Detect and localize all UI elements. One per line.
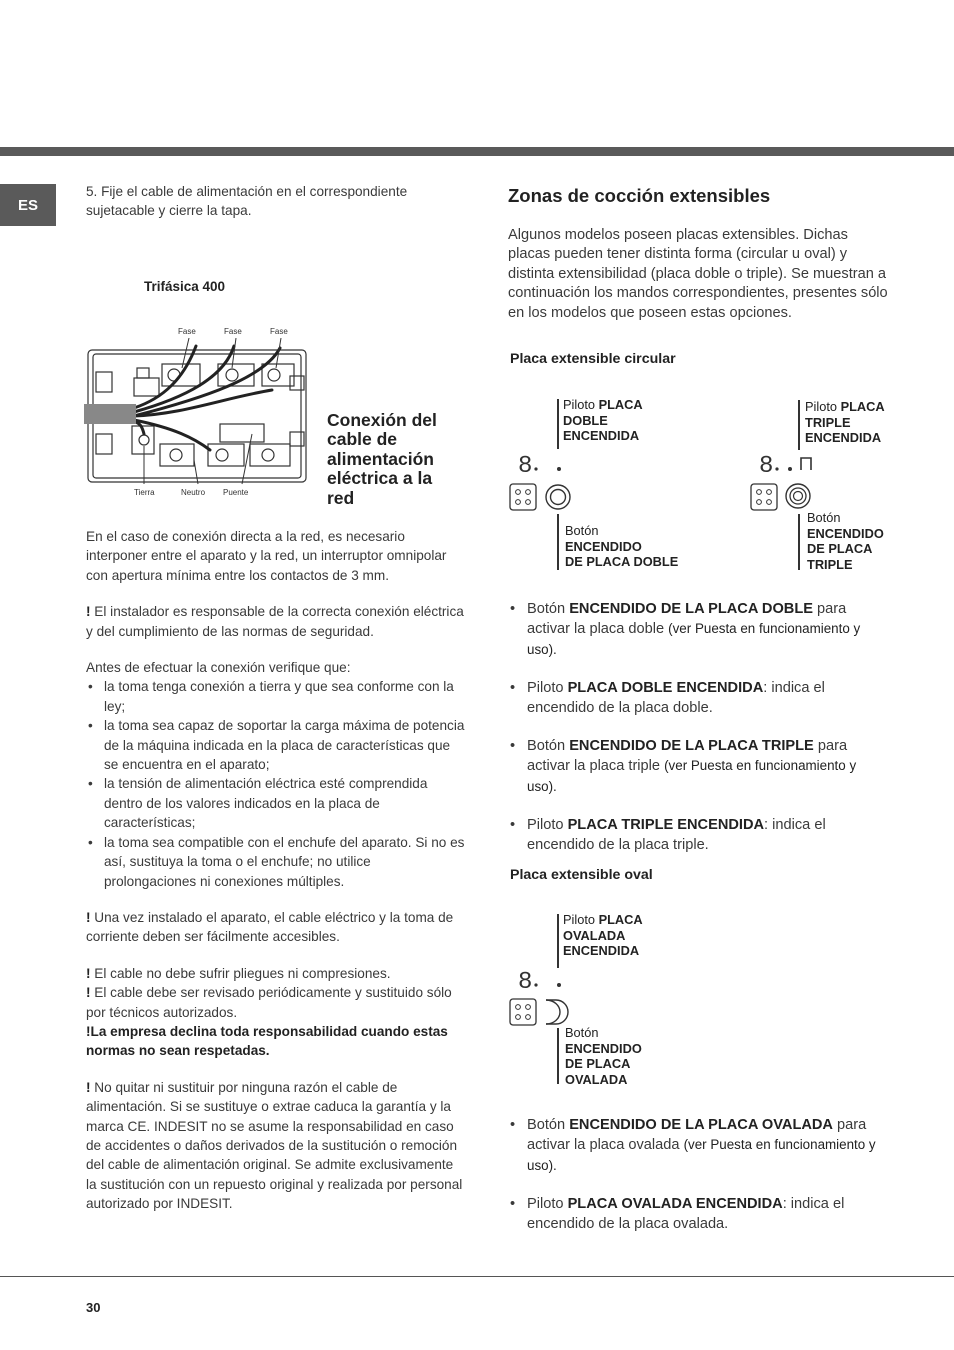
pointer-line [557, 514, 559, 570]
list-item: • Botón ENCENDIDO DE LA PLACA TRIPLE para activar la placa triple (ver Puesta en funcionamiento y uso). [509, 737, 889, 797]
list-item: • Piloto PLACA OVALADA ENCENDIDA: indica el encendido de la placa ovalada. [509, 1195, 889, 1234]
paragraph-installer: ! El instalador es responsable de la correcta conexión eléctrica y del cumplimiento de las normas de seguridad. [86, 604, 464, 639]
checklist [86, 677, 466, 890]
list-item: • la toma tenga conexión a tierra y que sea conforme con la ley; [86, 677, 466, 716]
list-item: • Botón ENCENDIDO DE LA PLACA OVALADA para activar la placa ovalada (ver Puesta en funcionamiento y uso). [509, 1116, 889, 1176]
paragraph-cable-replacement: ! No quitar ni sustituir por ninguna razón el cable de alimentación. Si se sustituye o extrae caduca la garantía y la marca CE. INDESIT no se asume la responsabilidad en caso de accidentes o daños derivados de la sustitución o remoción del cable de alimentación original. Se admite exclusivamente la sustitución con un repuesto original y realizada por personal autorizado por INDESIT. [86, 1079, 463, 1212]
list-item: • la tensión de alimentación eléctrica esté comprendida dentro de los valores indicados en la placa de características; [86, 774, 466, 832]
display-digit: 8 [518, 453, 533, 480]
pointer-line [557, 399, 559, 449]
section-title: Zonas de cocción extensibles [508, 185, 771, 206]
label-triple-button: Botón ENCENDIDO DE PLACA TRIPLE [807, 510, 884, 572]
oval-zone-controls [508, 964, 578, 1028]
paragraph-inspection: ! El cable debe ser revisado periódicamente y sustituido sólo por técnicos autorizados. [86, 985, 452, 1020]
paragraph-disclaimer: !La empresa declina toda responsabilidad cuando estas normas no sean respetadas. [86, 1023, 448, 1059]
circular-heading: Placa extensible circular [510, 351, 676, 367]
label-double-pilot: Piloto PLACA DOBLE ENCENDIDA [563, 397, 643, 444]
label-oval-pilot: Piloto PLACA OVALADA ENCENDIDA [563, 912, 643, 959]
list-item: • Botón ENCENDIDO DE LA PLACA DOBLE para activar la placa doble (ver Puesta en funcionamiento y uso). [509, 600, 889, 660]
pointer-line [557, 1028, 559, 1084]
terminal-block-diagram [84, 338, 310, 486]
label-triple-pilot: Piloto PLACA TRIPLE ENCENDIDA [805, 399, 885, 446]
left-body-text [86, 527, 466, 1214]
double-zone-controls [508, 448, 578, 514]
display-digit: 8 [518, 969, 533, 996]
paragraph-direct-connection: En el caso de conexión directa a la red, es necesario interponer entre el aparato y la red, un interruptor omnipolar con apertura mínima entre los contactos de 3 mm. [86, 529, 447, 583]
warning-mark: ! [86, 604, 91, 620]
label-puente: Puente [223, 488, 249, 497]
label-oval-button: Botón ENCENDIDO DE PLACA OVALADA [565, 1025, 642, 1087]
label-fase-1: Fase [178, 327, 196, 336]
oval-heading: Placa extensible oval [510, 867, 653, 883]
pointer-line [557, 914, 559, 968]
label-tierra: Tierra [134, 488, 155, 497]
list-item: • Piloto PLACA DOBLE ENCENDIDA: indica el encendido de la placa doble. [509, 679, 889, 718]
connection-heading: Conexión del cable de alimentación eléctrica a la red [327, 410, 437, 508]
paragraph-no-folds: ! El cable no debe sufrir pliegues ni compresiones. [86, 965, 391, 981]
triple-zone-controls [749, 448, 819, 514]
page-number: 30 [86, 1300, 101, 1315]
paragraph-checklist-intro: Antes de efectuar la conexión verifique que: [86, 660, 351, 676]
list-item: • Piloto PLACA TRIPLE ENCENDIDA: indica el encendido de la placa triple. [509, 816, 889, 855]
list-item: • la toma sea compatible con el enchufe del aparato. Si no es así, sustituya la toma o el enchufe; no utilice prolongaciones ni conexiones múltiples. [86, 833, 466, 891]
pointer-line [798, 514, 800, 570]
step-5-text: 5. Fije el cable de alimentación en el correspondiente sujetacable y cierre la tapa. [86, 184, 408, 219]
language-badge: ES [0, 184, 56, 226]
oval-bullets [509, 1116, 889, 1253]
label-fase-2: Fase [224, 327, 242, 336]
display-digit: 8 [759, 453, 774, 480]
label-fase-3: Fase [270, 327, 288, 336]
footer-rule [0, 1276, 954, 1277]
pointer-line [798, 400, 800, 450]
paragraph-accessible: ! Una vez instalado el aparato, el cable eléctrico y la toma de corriente deben ser fácilmente accesibles. [86, 909, 454, 945]
label-neutro: Neutro [181, 488, 206, 497]
section-intro: Algunos modelos poseen placas extensibles. Dichas placas pueden tener distinta forma (circular u oval) y distinta extensibilidad (placa doble o triple). Se muestran a continuación los mandos correspondientes, presentes sólo en los modelos que poseen estas opciones. [508, 227, 888, 321]
circular-bullets [509, 600, 889, 874]
label-double-button: Botón ENCENDIDO DE PLACA DOBLE [565, 523, 679, 570]
top-bar [0, 147, 954, 156]
list-item: • la toma sea capaz de soportar la carga máxima de potencia de la máquina indicada en la placa de características que se encuentra en el aparato; [86, 716, 466, 774]
diagram-title: Trifásica 400 [144, 279, 226, 294]
